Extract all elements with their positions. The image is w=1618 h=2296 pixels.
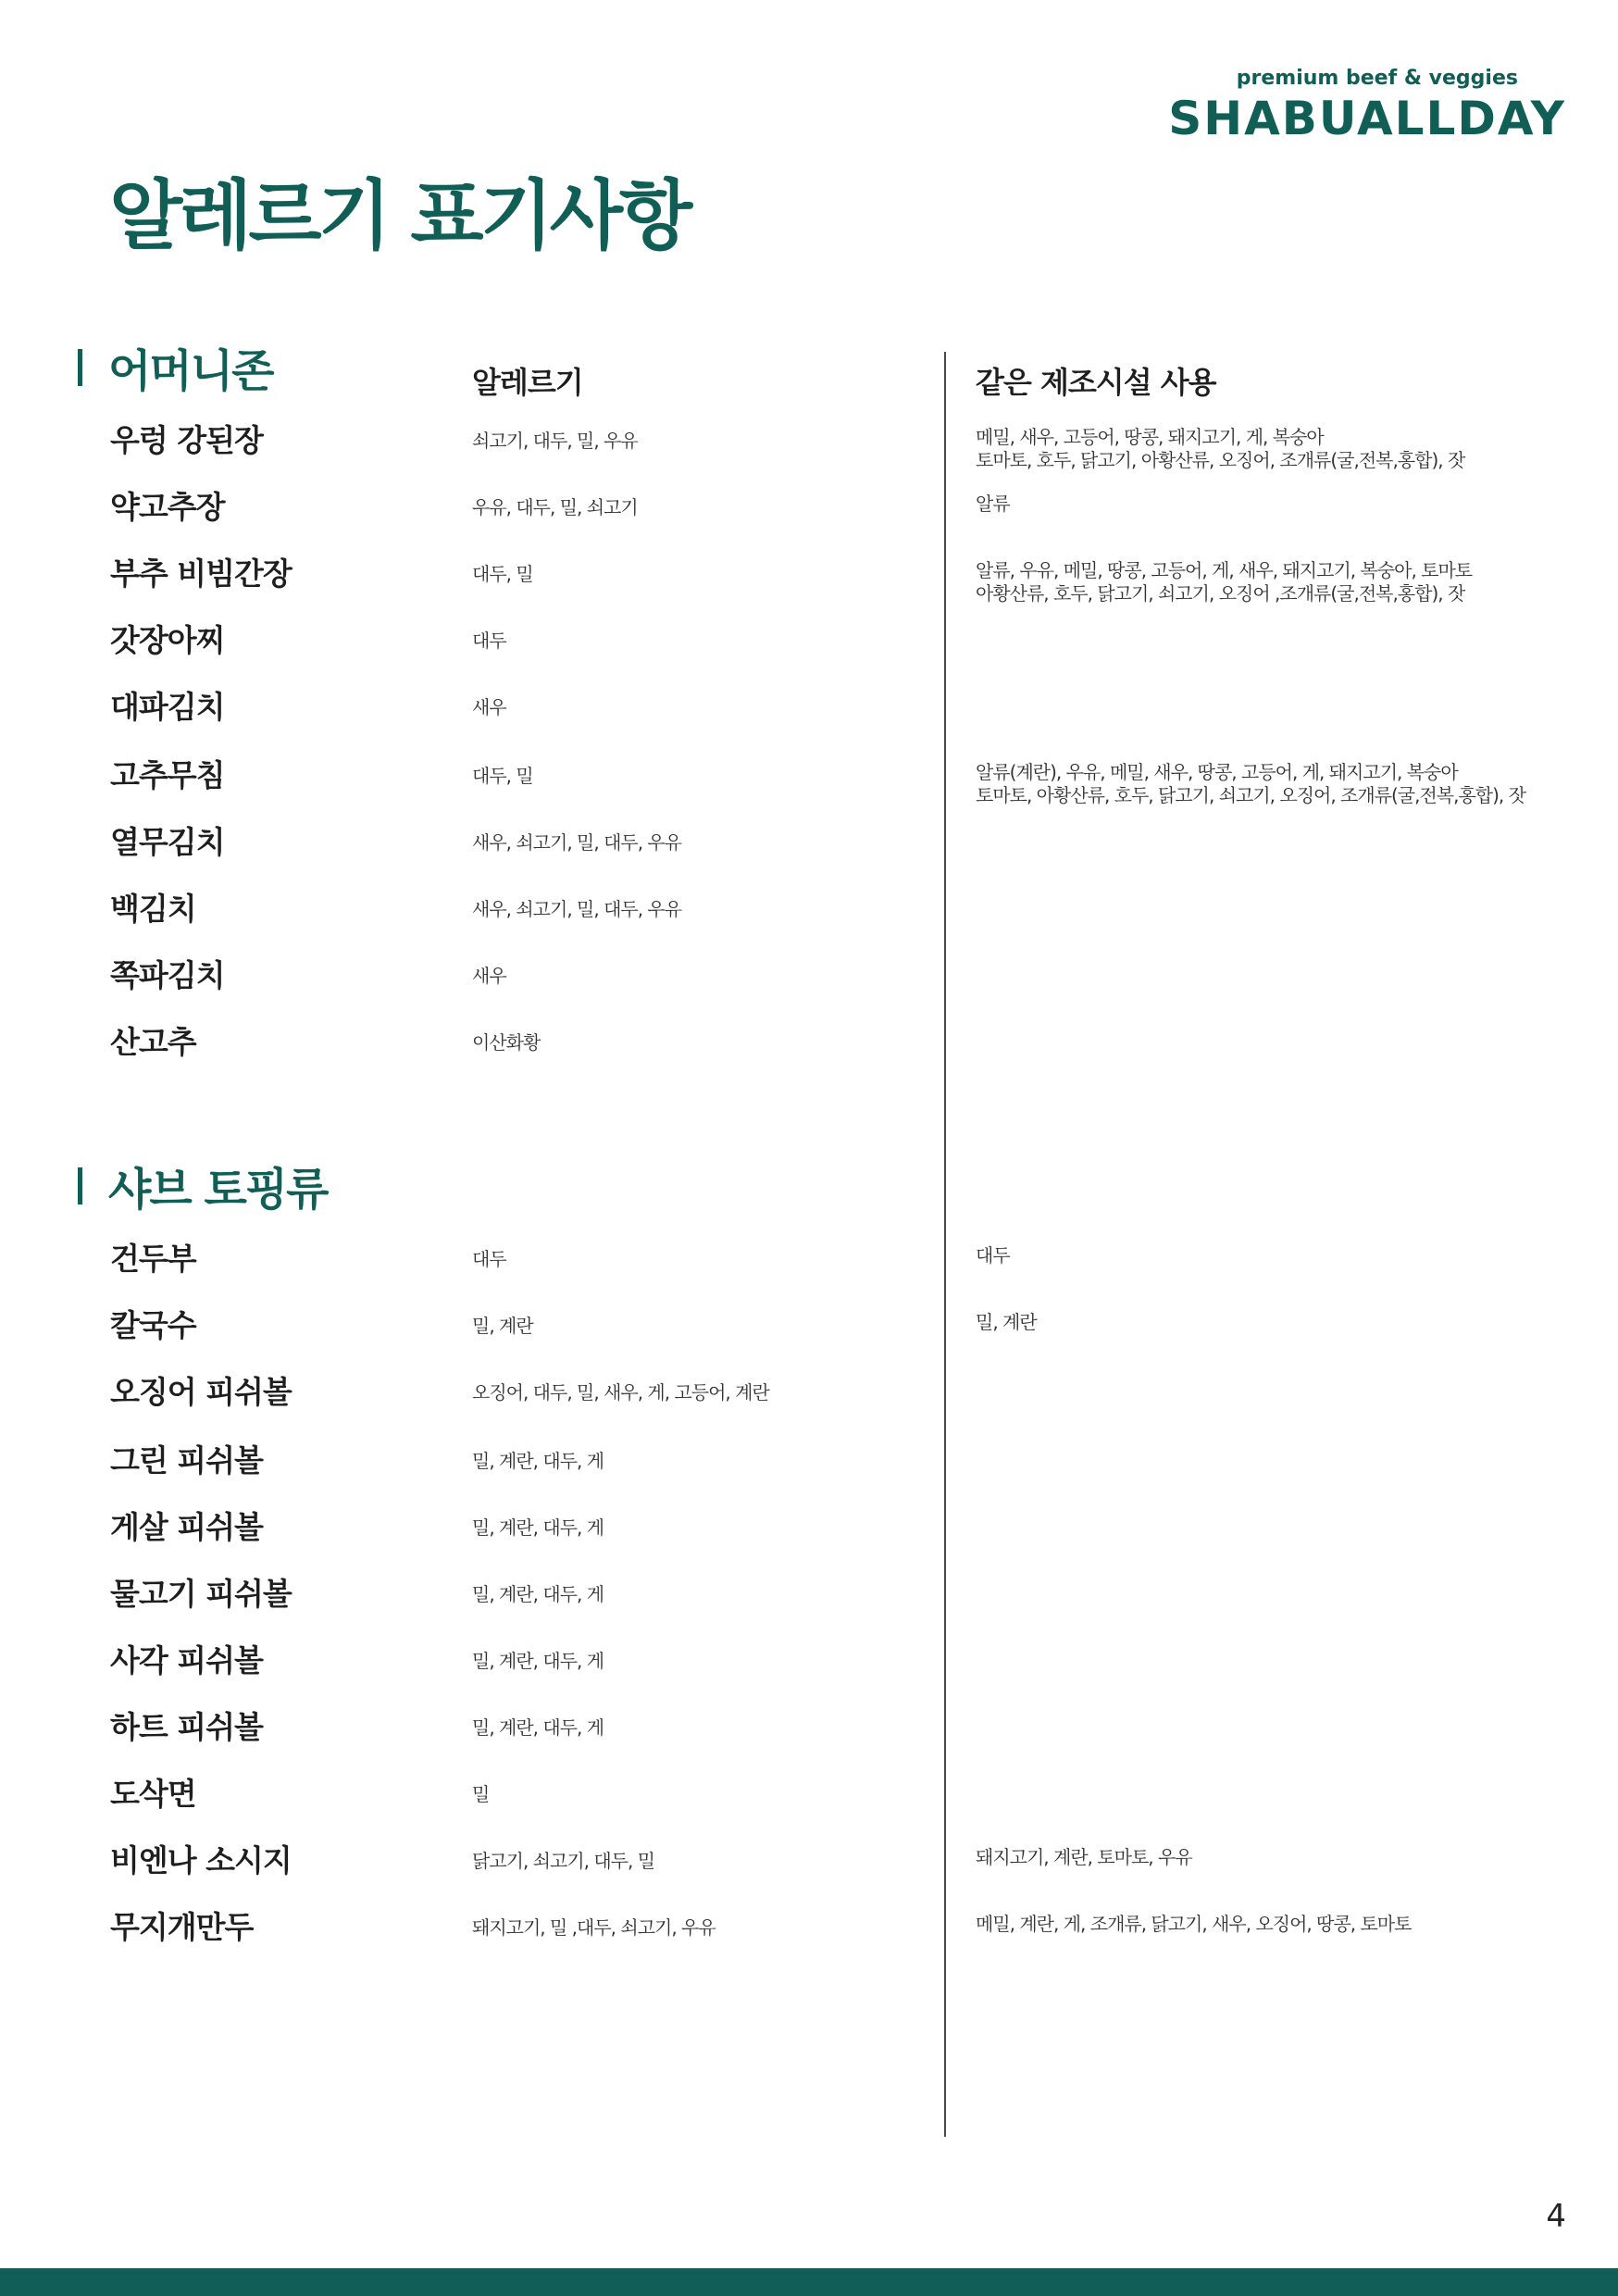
- table-row: [0, 1837, 1618, 1892]
- item-name: 열무김치: [110, 824, 225, 860]
- item-name: 부추 비빔간장: [110, 555, 292, 592]
- section-marker-bar: [78, 1167, 82, 1204]
- item-allergens: 대두, 밀: [472, 563, 533, 585]
- item-allergens: 밀, 계란, 대두, 게: [472, 1450, 604, 1472]
- item-allergens: 대두, 밀: [472, 765, 533, 787]
- item-allergens: 밀, 계란, 대두, 게: [472, 1583, 604, 1605]
- table-row: [0, 617, 1618, 672]
- section-marker-bar: [78, 349, 82, 386]
- table-row: [0, 1770, 1618, 1826]
- table-row: [0, 752, 1618, 807]
- table-row: [0, 1018, 1618, 1074]
- item-allergens: 오징어, 대두, 밀, 새우, 게, 고등어, 계란: [472, 1381, 769, 1404]
- table-row: [0, 550, 1618, 605]
- section-title-shabu-toppings: [78, 1154, 328, 1217]
- table-row: [0, 1302, 1618, 1357]
- item-name: 건두부: [110, 1241, 196, 1277]
- item-name: 게살 피쉬볼: [110, 1509, 263, 1545]
- brand-logo: [1168, 67, 1566, 145]
- table-row: [0, 1368, 1618, 1424]
- item-allergens: 밀, 계란, 대두, 게: [472, 1650, 604, 1672]
- item-name: 백김치: [110, 891, 196, 927]
- footer-bar: [0, 2268, 1618, 2296]
- page-title: 알레르기 표기사항: [109, 172, 690, 260]
- item-allergens: 밀, 계란: [472, 1315, 533, 1337]
- table-row: [0, 952, 1618, 1007]
- table-row: [0, 885, 1618, 941]
- item-name: 고추무침: [110, 757, 225, 793]
- item-allergens: 밀, 계란, 대두, 게: [472, 1716, 604, 1739]
- item-allergens: 새우: [472, 965, 506, 987]
- item-allergens: 이산화황: [472, 1031, 541, 1054]
- item-allergens: 밀, 계란, 대두, 게: [472, 1516, 604, 1539]
- table-row: [0, 1703, 1618, 1759]
- item-allergens: 닭고기, 쇠고기, 대두, 밀: [472, 1850, 655, 1872]
- brand-tagline: premium beef & veggies: [1236, 67, 1518, 90]
- item-name: 그린 피쉬볼: [110, 1442, 263, 1479]
- item-name: 오징어 피쉬볼: [110, 1374, 292, 1410]
- item-name: 쪽파김치: [110, 957, 225, 993]
- item-name: 우렁 강된장: [110, 422, 263, 458]
- item-shared-facility: 밀, 계란: [976, 1311, 1037, 1333]
- table-row: [0, 1903, 1618, 1959]
- section-title-text: 샤브 토핑류: [108, 1164, 328, 1216]
- item-name: 약고추장: [110, 489, 225, 525]
- table-row: [0, 483, 1618, 539]
- item-name: 산고추: [110, 1024, 196, 1060]
- item-shared-facility: 알류, 우유, 메밀, 땅콩, 고등어, 게, 새우, 돼지고기, 복숭아, 토마토 아황산류, 호두, 닭고기, 쇠고기, 오징어 ,조개류(굴,전복,홍합), 잣: [976, 559, 1473, 605]
- item-shared-facility: 메밀, 계란, 게, 조개류, 닭고기, 새우, 오징어, 땅콩, 토마토: [976, 1913, 1412, 1935]
- brand-name: SHABUALLDAY: [1168, 92, 1566, 145]
- item-allergens: 새우: [472, 696, 506, 718]
- item-shared-facility: 돼지고기, 계란, 토마토, 우유: [976, 1846, 1192, 1868]
- item-shared-facility: 알류(계란), 우유, 메밀, 새우, 땅콩, 고등어, 게, 돼지고기, 복숭아 토마토, 아황산류, 호두, 닭고기, 쇠고기, 오징어, 조개류(굴,전복,홍합), 잣: [976, 761, 1525, 806]
- item-allergens: 새우, 쇠고기, 밀, 대두, 우유: [472, 831, 682, 854]
- facility-column-header: 같은 제조시설 사용: [976, 365, 1216, 400]
- item-allergens: 대두: [472, 630, 506, 652]
- table-row: [0, 1570, 1618, 1626]
- section-title-mother-zone: [78, 335, 272, 399]
- item-shared-facility: 대두: [976, 1244, 1010, 1267]
- item-name: 칼국수: [110, 1307, 196, 1343]
- table-row: [0, 1504, 1618, 1559]
- table-row: [0, 1637, 1618, 1692]
- item-shared-facility: 알류: [976, 493, 1010, 515]
- item-name: 사각 피쉬볼: [110, 1642, 263, 1678]
- table-row: [0, 1437, 1618, 1492]
- item-allergens: 밀: [472, 1783, 490, 1805]
- item-name: 물고기 피쉬볼: [110, 1576, 292, 1612]
- allergy-column-header: 알레르기: [472, 365, 583, 400]
- table-row: [0, 683, 1618, 739]
- item-name: 무지개만두: [110, 1909, 254, 1945]
- page-number: 4: [1546, 2198, 1566, 2235]
- table-row: [0, 818, 1618, 874]
- item-allergens: 돼지고기, 밀 ,대두, 쇠고기, 우유: [472, 1916, 716, 1939]
- item-shared-facility: 메밀, 새우, 고등어, 땅콩, 돼지고기, 게, 복숭아 토마토, 호두, 닭고기, 아황산류, 오징어, 조개류(굴,전복,홍합), 잣: [976, 426, 1465, 471]
- item-name: 대파김치: [110, 689, 225, 725]
- section-title-text: 어머니존: [108, 345, 273, 397]
- item-name: 갓장아찌: [110, 622, 225, 658]
- item-name: 비엔나 소시지: [110, 1842, 292, 1878]
- item-allergens: 쇠고기, 대두, 밀, 우유: [472, 430, 638, 452]
- item-name: 도삭면: [110, 1776, 196, 1812]
- item-name: 하트 피쉬볼: [110, 1709, 263, 1745]
- table-row: [0, 1235, 1618, 1291]
- item-allergens: 대두: [472, 1248, 506, 1270]
- item-allergens: 우유, 대두, 밀, 쇠고기: [472, 496, 638, 518]
- item-allergens: 새우, 쇠고기, 밀, 대두, 우유: [472, 898, 682, 920]
- table-row: [0, 417, 1618, 472]
